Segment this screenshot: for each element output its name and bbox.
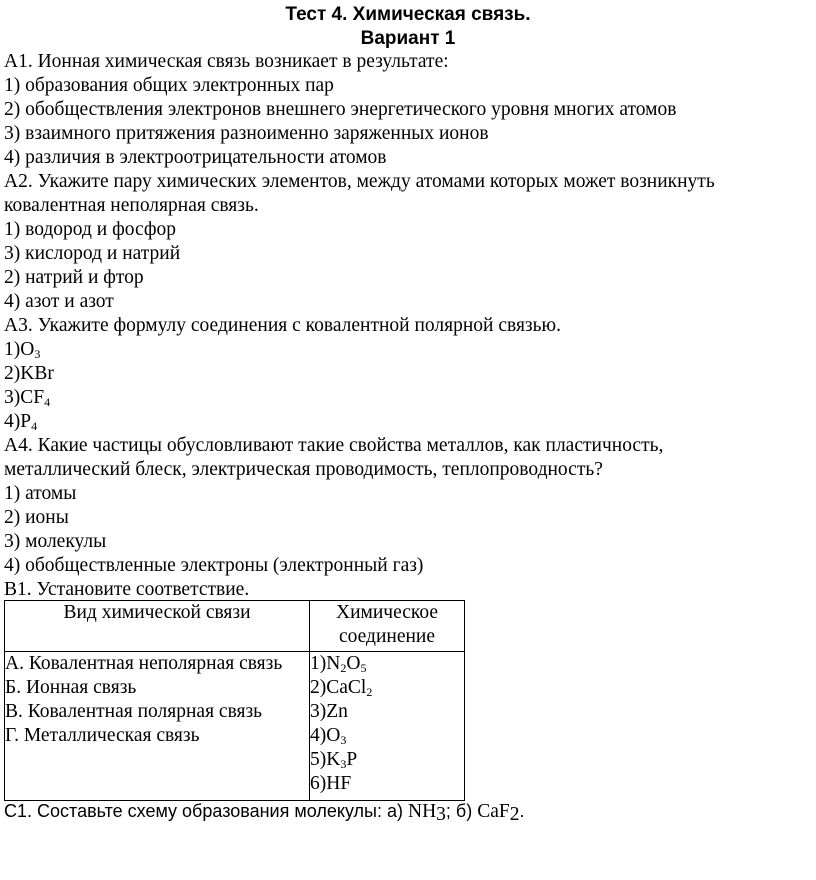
question-a2-line1: А2. Укажите пару химических элементов, между атомами которых может возникнуть bbox=[4, 171, 715, 192]
compounds-cell bbox=[310, 652, 465, 801]
a1-option-4: 4) различия в электроотрицательности атомов bbox=[4, 147, 387, 168]
a4-option-3: 3) молекулы bbox=[4, 531, 107, 552]
question-a2-line2: ковалентная неполярная связь. bbox=[4, 195, 259, 216]
a2-option-1: 1) водород и фосфор bbox=[4, 219, 176, 240]
question-c1: С1. Составьте схему образования молекулы: а) $NH_3$; б) CaF$_2$. bbox=[4, 801, 525, 825]
matching-table bbox=[4, 600, 465, 801]
a1-option-3: 3) взаимного притяжения разноименно заряженных ионов bbox=[4, 123, 489, 144]
compound-4: $4)O_3$ bbox=[310, 725, 347, 747]
a2-option-4: 4) азот и азот bbox=[4, 291, 114, 312]
a1-option-1: 1) образования общих электронных пар bbox=[4, 75, 334, 96]
test-title: Тест 4. Химическая связь. bbox=[285, 4, 531, 25]
bond-types-cell bbox=[5, 652, 310, 801]
question-a3: А3. Укажите формулу соединения с ковалентной полярной связью. bbox=[4, 315, 561, 336]
a4-option-2: 2) ионы bbox=[4, 507, 69, 528]
question-a4-line1: А4. Какие частицы обусловливают такие свойства металлов, как пластичность, bbox=[4, 435, 664, 456]
bond-type-v: В. Ковалентная полярная связь bbox=[5, 701, 263, 722]
bond-type-a: А. Ковалентная неполярная связь bbox=[5, 653, 283, 674]
compound-6: 6)HF bbox=[310, 773, 352, 794]
question-b1: В1. Установите соответствие. bbox=[4, 579, 250, 600]
compound-5: $5)K_3P$ bbox=[310, 749, 358, 771]
question-a4-line2: металлический блеск, электрическая проводимость, теплопроводность? bbox=[4, 459, 603, 480]
bond-type-b: Б. Ионная связь bbox=[5, 677, 137, 698]
table-header-bond-type: Вид химической связи bbox=[5, 601, 310, 652]
a3-option-2: 2)KBr bbox=[4, 363, 54, 384]
a4-option-1: 1) атомы bbox=[4, 483, 77, 504]
a3-option-3: $3)CF_4$ bbox=[4, 387, 51, 409]
a4-option-4: 4) обобществленные электроны (электронный газ) bbox=[4, 555, 424, 576]
table-header-compound: Химическое соединение bbox=[310, 601, 465, 652]
bond-type-g: Г. Металлическая связь bbox=[5, 725, 200, 746]
compound-1: $1)N_2O_5$ bbox=[310, 653, 367, 675]
compound-2: 2)CaCl$_2$ bbox=[310, 677, 373, 699]
compound-3: 3)Zn bbox=[310, 701, 348, 722]
variant-title: Вариант 1 bbox=[360, 28, 456, 49]
a2-option-2: 2) натрий и фтор bbox=[4, 267, 144, 288]
a2-option-3: 3) кислород и натрий bbox=[4, 243, 181, 264]
a3-option-4: $4)P_4$ bbox=[4, 411, 38, 433]
a1-option-2: 2) обобществления электронов внешнего энергетического уровня многих атомов bbox=[4, 99, 677, 120]
a3-option-1: $1)O_3$ bbox=[4, 339, 41, 361]
question-a1: А1. Ионная химическая связь возникает в результате: bbox=[4, 51, 449, 72]
